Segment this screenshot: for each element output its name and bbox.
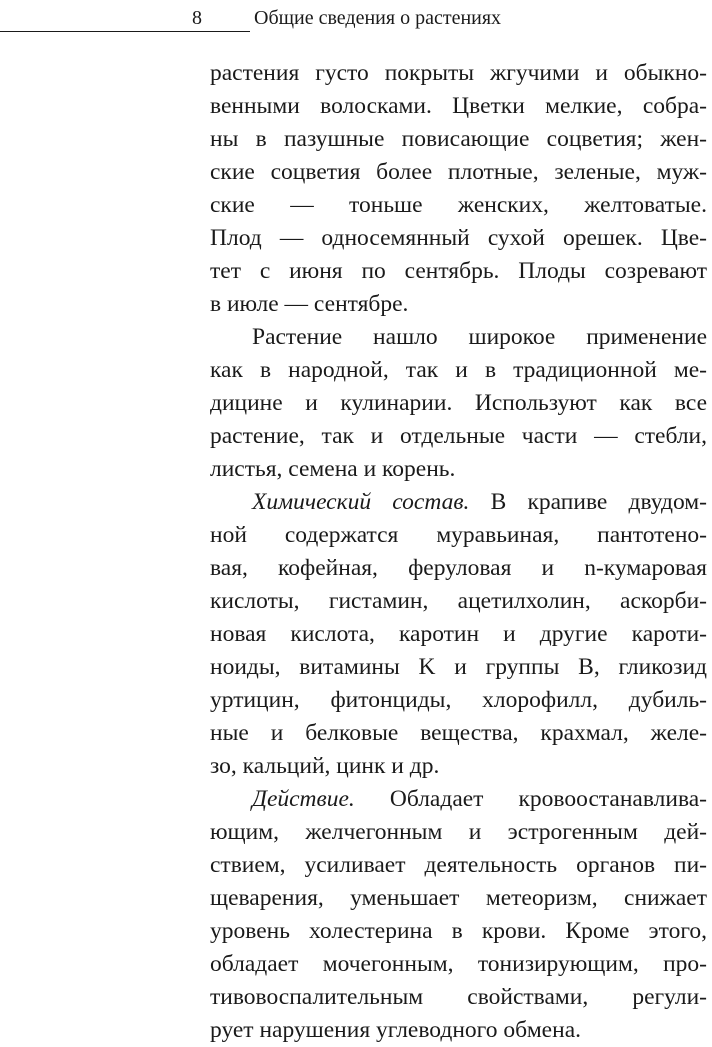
text-line: Растение нашло широкое применение	[252, 324, 707, 350]
text-line: ствием, усиливает деятельность органов пи-	[210, 852, 707, 878]
text-line: венными волосками. Цветки мелкие, собра-	[210, 93, 707, 119]
run-in-heading-action: Действие.	[252, 786, 355, 812]
text-line	[210, 783, 707, 816]
text-line: ной содержатся муравьиная, пантотено-	[210, 522, 707, 548]
text-line: растение, так и отдельные части — стебли,	[210, 423, 707, 449]
text-line	[210, 486, 707, 519]
text-line: уровень холестерина в крови. Кроме этого,	[210, 918, 707, 944]
running-head	[0, 6, 712, 36]
text-line: ные и белковые вещества, крахмал, желе-	[210, 720, 707, 746]
text-line: ющим, желчегонным и эстрогенным дей-	[210, 819, 707, 845]
text-line: Плод — односемянный сухой орешек. Цве-	[210, 225, 707, 251]
text-line: зо, кальций, цинк и др.	[210, 753, 440, 779]
text-line: ские — тоньше женских, желтоватые.	[210, 192, 707, 218]
body-text	[210, 57, 707, 1047]
run-in-heading-chemical: Химический состав.	[252, 489, 470, 515]
text-line: растения густо покрыты жгучими и обыкно-	[210, 60, 707, 86]
text-line: листья, семена и корень.	[210, 456, 456, 482]
text-line: как в народной, так и в традиционной ме-	[210, 357, 707, 383]
text-line: в июле — сентябре.	[210, 291, 409, 317]
text-line: обладает мочегонным, тонизирующим, про-	[210, 951, 707, 977]
text-line: кислоты, гистамин, ацетилхолин, аскорби-	[210, 588, 707, 614]
text-line: щеварения, уменьшает метеоризм, снижает	[210, 885, 707, 911]
text-line: уртицин, фитонциды, хлорофилл, дубиль-	[210, 687, 707, 713]
text-line: тивовоспалительным свойствами, регули-	[210, 984, 707, 1010]
text-line: ны в пазушные повисающие соцветия; жен-	[210, 126, 707, 152]
text-line: дицине и кулинарии. Используют как все	[210, 390, 707, 416]
text-line-rest: Обладает кровоостанавлива-	[389, 786, 707, 812]
text-line: вая, кофейная, феруловая и n-кумаровая	[210, 555, 707, 581]
text-line: тет с июня по сентябрь. Плоды созревают	[210, 258, 707, 284]
text-line: новая кислота, каротин и другие кароти-	[210, 621, 707, 647]
section-title: Общие сведения о растениях	[254, 7, 502, 29]
text-line: ноиды, витамины K и группы B, гликозид	[210, 654, 707, 680]
text-line: рует нарушения углеводного обмена.	[210, 1017, 581, 1043]
text-line-rest: В крапиве двудом-	[490, 489, 707, 515]
text-line: ские соцветия более плотные, зеленые, муж-	[210, 159, 707, 185]
page-number: 8	[192, 7, 202, 29]
header-rule	[0, 31, 250, 32]
